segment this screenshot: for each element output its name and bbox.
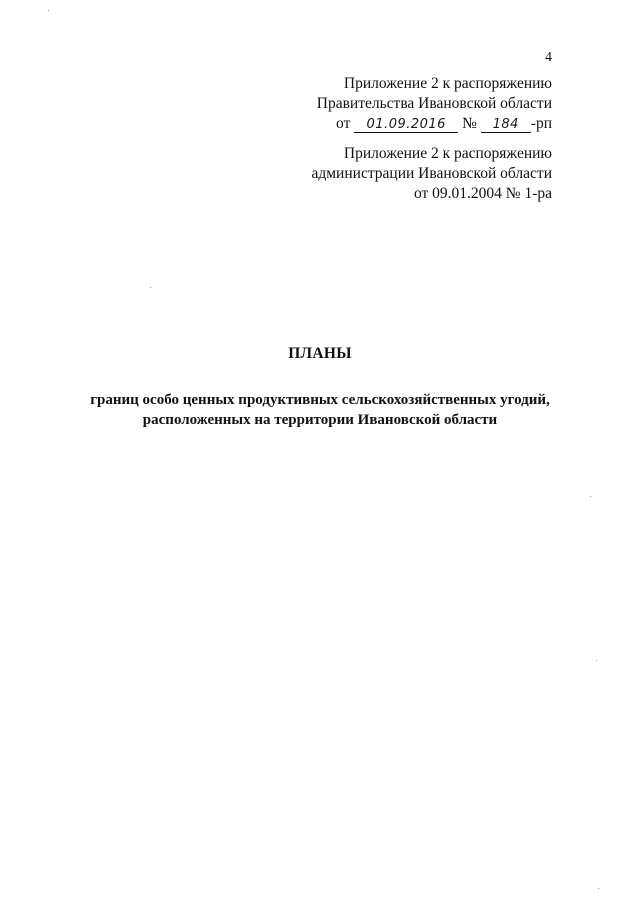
annex-previous-line2: администрации Ивановской области (311, 165, 552, 182)
page-number: 4 (545, 50, 552, 65)
annex-current-suffix: -рп (530, 115, 552, 132)
scan-speck (596, 660, 597, 661)
scan-speck (150, 287, 151, 288)
annex-previous (152, 144, 552, 204)
subtitle-line2: расположенных на территории Ивановской области (142, 412, 498, 428)
scan-speck (48, 10, 49, 11)
handwritten-number: 184 (481, 117, 531, 133)
scan-speck (598, 888, 599, 889)
annex-current-prefix: от (336, 115, 351, 132)
document-subtitle (0, 390, 640, 430)
document-title: ПЛАНЫ (288, 345, 352, 362)
scan-speck (590, 496, 591, 497)
annex-current (152, 74, 552, 134)
annex-previous-line3: от 09.01.2004 № 1-ра (413, 185, 552, 202)
annex-current-line1: Приложение 2 к распоряжению (343, 75, 552, 92)
number-sign: № (462, 115, 477, 132)
annex-current-date-line (152, 114, 552, 134)
annex-current-line2: Правительства Ивановской области (316, 95, 552, 112)
annex-previous-line1: Приложение 2 к распоряжению (343, 145, 552, 162)
handwritten-date: 01.09.2016 (354, 117, 458, 133)
subtitle-line1: границ особо ценных продуктивных сельскохозяйственных угодий, (90, 392, 550, 408)
